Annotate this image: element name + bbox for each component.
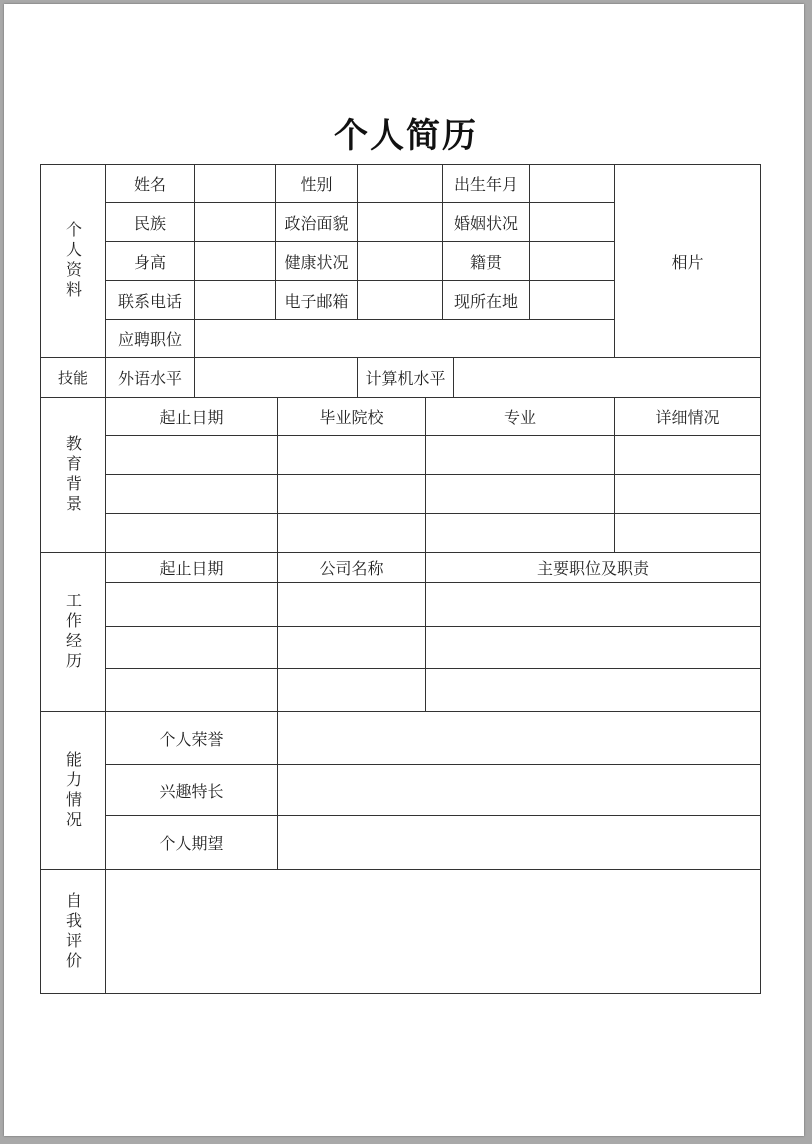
section-personal-label: 个人资料 <box>63 221 83 301</box>
field-ethnicity[interactable] <box>194 202 276 242</box>
label-health: 健康状况 <box>284 252 349 272</box>
work-header-duties: 主要职位及职责 <box>536 559 649 578</box>
label-ethnicity: 民族 <box>133 213 166 233</box>
field-origin[interactable] <box>529 241 615 281</box>
field-height[interactable] <box>194 241 276 281</box>
field-position[interactable] <box>194 319 615 358</box>
field-gender[interactable] <box>357 164 443 203</box>
label-gender: 性别 <box>300 175 333 194</box>
section-skills-label: 技能 <box>57 369 88 387</box>
page-title: 个人简历 <box>334 116 478 156</box>
label-expectations: 个人期望 <box>159 834 224 853</box>
field-birth[interactable] <box>529 164 615 203</box>
section-ability-label: 能力情况 <box>63 750 83 831</box>
label-position: 应聘职位 <box>117 330 182 349</box>
photo-label: 相片 <box>671 252 704 272</box>
label-honors: 个人荣誉 <box>159 729 224 749</box>
label-political: 政治面貌 <box>284 213 349 233</box>
section-work <box>40 552 106 712</box>
edu-header-major: 专业 <box>503 408 536 427</box>
section-work-label: 工作经历 <box>63 592 83 672</box>
label-hobbies: 兴趣特长 <box>159 781 224 801</box>
label-origin: 籍贯 <box>469 252 502 272</box>
photo-box[interactable] <box>614 164 761 358</box>
field-foreign-language[interactable] <box>194 357 358 398</box>
work-header-company: 公司名称 <box>319 559 384 578</box>
section-ability <box>40 711 106 870</box>
field-health[interactable] <box>357 241 443 281</box>
field-computer[interactable] <box>453 357 761 398</box>
section-education-label: 教育背景 <box>63 435 83 515</box>
field-phone[interactable] <box>194 280 276 320</box>
field-honors[interactable] <box>277 711 761 765</box>
section-education <box>40 397 106 553</box>
label-email: 电子邮箱 <box>284 291 349 311</box>
label-birth: 出生年月 <box>453 175 518 194</box>
label-computer: 计算机水平 <box>365 369 446 388</box>
section-self-evaluation-label: 自我评价 <box>63 891 83 972</box>
field-marital[interactable] <box>529 202 615 242</box>
section-personal <box>40 164 106 358</box>
field-hobbies[interactable] <box>277 764 761 816</box>
label-name: 姓名 <box>133 175 166 194</box>
label-residence: 现所在地 <box>453 291 518 311</box>
field-name[interactable] <box>194 164 276 203</box>
label-phone: 联系电话 <box>117 291 182 311</box>
edu-header-dates: 起止日期 <box>159 408 224 427</box>
field-expectations[interactable] <box>277 815 761 870</box>
field-self-evaluation[interactable] <box>105 869 761 994</box>
field-email[interactable] <box>357 280 443 320</box>
work-header-dates: 起止日期 <box>159 559 224 578</box>
label-marital: 婚姻状况 <box>453 213 518 233</box>
field-political[interactable] <box>357 202 443 242</box>
field-residence[interactable] <box>529 280 615 320</box>
label-height: 身高 <box>133 252 166 272</box>
label-foreign-language: 外语水平 <box>117 369 182 388</box>
section-self-evaluation <box>40 869 106 994</box>
edu-header-details: 详细情况 <box>655 408 720 427</box>
edu-header-school: 毕业院校 <box>319 408 384 427</box>
